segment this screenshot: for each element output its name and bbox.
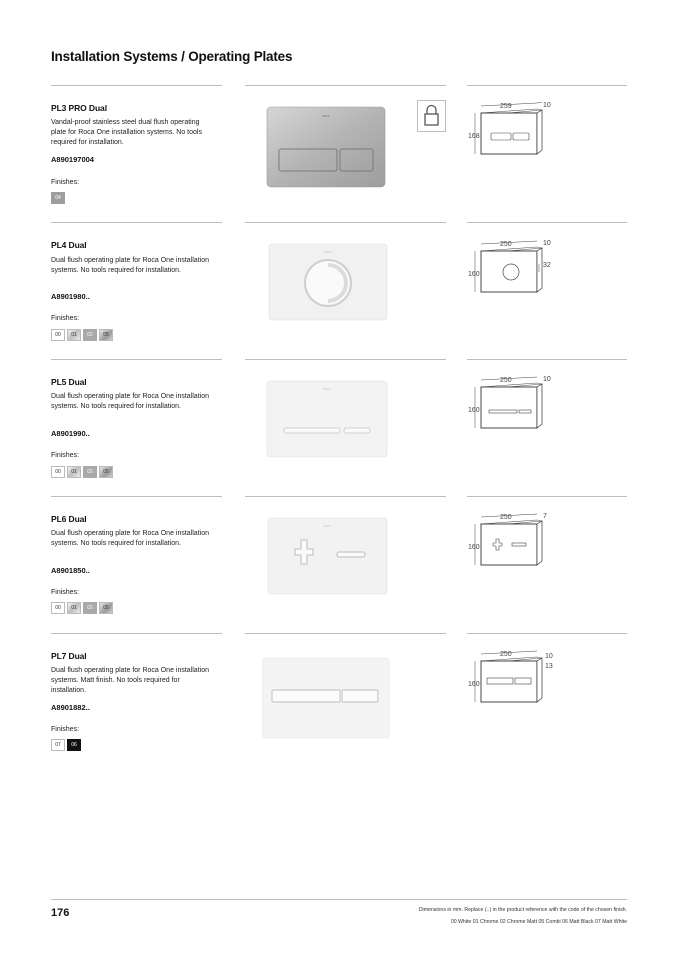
section-rule — [467, 633, 627, 634]
dimension-drawing — [467, 98, 577, 160]
product-description: Dual flush operating plate for Roca One installation systems. No tools required for installation. — [51, 393, 209, 411]
finish-swatch: 02 — [83, 329, 97, 341]
finishes-label: Finishes: — [51, 726, 80, 733]
section-rule — [245, 85, 446, 86]
section-rule — [51, 633, 222, 634]
finish-swatch: 05 — [99, 329, 113, 341]
finish-swatch: 05 — [99, 602, 113, 614]
section-rule — [51, 496, 222, 497]
footer-rule — [51, 899, 627, 900]
finish-swatch: 01 — [67, 466, 81, 478]
section-rule — [245, 633, 446, 634]
finish-legend: 00 White 01 Chrome 02 Chrome Matt 05 Combi 06 Matt Black 07 Matt White — [450, 919, 627, 925]
section-rule — [245, 359, 446, 360]
finish-swatches — [51, 739, 81, 751]
dim-width: 259 — [500, 103, 512, 110]
product-name: PL6 Dual — [51, 514, 87, 524]
product-description: Dual flush operating plate for Roca One installation systems. No tools required for installation. — [51, 530, 209, 548]
product-photo — [265, 515, 390, 597]
product-description: Dual flush operating plate for Roca One installation systems. Matt finish. No tools required for installation. — [51, 667, 209, 695]
dim-depth: 10 — [543, 376, 551, 383]
dim-depth: 10 — [545, 653, 553, 660]
product-code: A8901990.. — [51, 429, 90, 438]
product-name: PL3 PRO Dual — [51, 103, 107, 113]
section-rule — [245, 496, 446, 497]
dimension-drawing — [467, 372, 577, 434]
product-name: PL7 Dual — [51, 651, 87, 661]
product-code: A8901882.. — [51, 703, 90, 712]
dim-height: 168 — [468, 133, 480, 140]
product-code: A8901980.. — [51, 292, 90, 301]
finish-swatch: 05 — [99, 466, 113, 478]
section-rule — [467, 222, 627, 223]
svg-text:Roca: Roca — [323, 524, 331, 528]
dim-button: 32 — [543, 262, 551, 269]
product-name: PL4 Dual — [51, 240, 87, 250]
dim-height: 160 — [468, 544, 480, 551]
footer-note: Dimensions in mm. Replace (..) in the product reference with the code of the chosen finish. — [418, 907, 627, 913]
dim-depth: 7 — [543, 513, 547, 520]
finish-swatch: 01 — [67, 329, 81, 341]
finish-swatch: 00 — [51, 602, 65, 614]
section-rule — [51, 222, 222, 223]
product-photo — [260, 655, 392, 741]
product-photo — [266, 241, 390, 323]
finish-swatch: 00 — [51, 329, 65, 341]
dim-depth: 10 — [543, 240, 551, 247]
section-rule — [467, 85, 627, 86]
dim-height: 160 — [468, 681, 480, 688]
finish-swatches — [51, 329, 113, 341]
section-rule — [467, 496, 627, 497]
finish-swatches — [51, 602, 113, 614]
lock-icon — [418, 101, 445, 131]
section-rule — [467, 359, 627, 360]
svg-text:Roca: Roca — [324, 250, 332, 254]
dim-height: 160 — [468, 271, 480, 278]
page-number: 176 — [51, 907, 70, 919]
finish-swatch: 02 — [83, 466, 97, 478]
section-rule — [51, 85, 222, 86]
finish-swatch: 04 — [51, 192, 65, 204]
finish-swatches — [51, 466, 113, 478]
finishes-label: Finishes: — [51, 315, 80, 322]
lock-badge — [417, 100, 446, 132]
dimension-drawing — [467, 646, 577, 708]
dim-width: 250 — [500, 377, 512, 384]
finish-swatches — [51, 192, 65, 204]
svg-text:Roca: Roca — [322, 114, 330, 118]
dim-width: 250 — [500, 241, 512, 248]
product-name: PL5 Dual — [51, 377, 87, 387]
dim-button-depth: 13 — [545, 663, 553, 670]
finish-swatch: 00 — [51, 466, 65, 478]
finishes-label: Finishes: — [51, 179, 80, 186]
finish-swatch: 06 — [67, 739, 81, 751]
dim-width: 250 — [500, 514, 512, 521]
dimension-drawing — [467, 509, 577, 571]
product-description: Dual flush operating plate for Roca One installation systems. No tools required for installation. — [51, 257, 209, 275]
page-title: Installation Systems / Operating Plates — [51, 49, 293, 64]
finishes-label: Finishes: — [51, 452, 80, 459]
dim-height: 160 — [468, 407, 480, 414]
product-code: A8901850.. — [51, 566, 90, 575]
section-rule — [51, 359, 222, 360]
dim-width: 250 — [500, 651, 512, 658]
finish-swatch: 02 — [83, 602, 97, 614]
product-photo — [262, 104, 390, 190]
dim-depth: 10 — [543, 102, 551, 109]
svg-text:Roca: Roca — [323, 387, 331, 391]
finishes-label: Finishes: — [51, 589, 80, 596]
finish-swatch: 01 — [67, 602, 81, 614]
section-rule — [245, 222, 446, 223]
product-code: A890197004 — [51, 155, 94, 164]
product-photo — [264, 378, 390, 460]
product-description: Vandal-proof stainless steel dual flush operating plate for Roca One installation systems. No tools required for installation. — [51, 119, 202, 147]
finish-swatch: 07 — [51, 739, 65, 751]
dimension-drawing — [467, 236, 577, 298]
